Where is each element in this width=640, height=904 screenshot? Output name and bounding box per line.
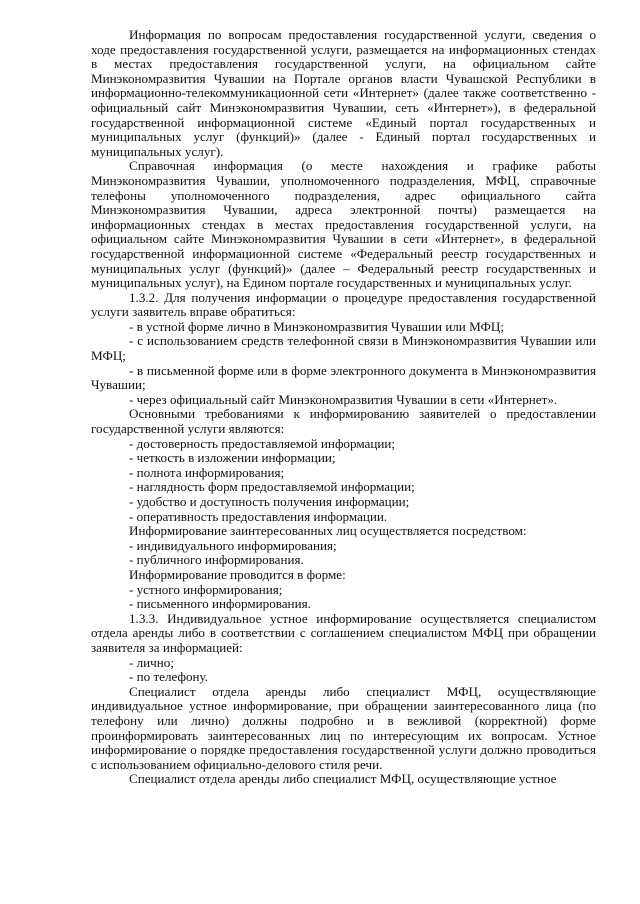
- list-item: - письменного информирования.: [129, 596, 311, 612]
- list-item: - в устной форме лично в Минэкономразвития Чувашии или МФЦ;: [129, 318, 504, 334]
- paragraph-specialist-duties: Специалист отдела аренды либо специалист МФЦ, осуществляющие индивидуальное устное информирование, при обращении заинтересованного лица (по телефону или лично) должны подробно и в вежливой (корректной) форме проинформировать заинтересованных лиц по интересующим их вопросам. Устное информирование о порядке предоставления государственной услуги должно проводиться с использованием официально-делового стиля речи.: [91, 683, 596, 772]
- list-item: - четкость в изложении информации;: [129, 450, 336, 466]
- paragraph-info-placement: Информация по вопросам предоставления государственной услуги, сведения о ходе предоставления государственной услуги, размещается на информационных стендах в местах предоставления государственной услуги, на официальном сайте Минэкономразвития Чувашии на Портале органов власти Чувашской Республики в информационно-телекоммуникационной сети «Интернет» (далее также соответственно - официальный сайт Минэкономразвития Чувашии, сеть «Интернет»), в федеральной государственной информационной системе «Единый портал государственных и муниципальных услуг (функций)» (далее - Единый портал государственных и муниципальных услуг).: [91, 27, 596, 159]
- list-item: - через официальный сайт Минэкономразвития Чувашии в сети «Интернет».: [129, 391, 558, 407]
- list-item: - индивидуального информирования;: [129, 537, 337, 553]
- document-page: [91, 28, 596, 787]
- list-item: - наглядность форм предоставляемой информации;: [129, 479, 415, 495]
- paragraph-requirements: Основными требованиями к информированию заявителей о предоставлении государственной услуги являются:: [91, 406, 596, 437]
- paragraph-specialist-continued: Специалист отдела аренды либо специалист МФЦ, осуществляющие устное: [129, 771, 557, 787]
- paragraph-reference-info: Справочная информация (о месте нахождения и графике работы Минэкономразвития Чувашии, уполномоченного подразделения, МФЦ, справочные телефоны уполномоченного подразделения, адрес официального сайта Минэкономразвития Чувашии, адреса электронной почты) размещается на информационных стендах в местах предоставления государственной услуги, на официальном сайте Минэкономразвития Чувашии в сети «Интернет», в федеральной государственной информационной системе «Федеральный реестр государственных и муниципальных услуг (функций)» (далее – Федеральный реестр государственных и муниципальных услуг), на Едином портале государственных и муниципальных услуг.: [91, 158, 596, 291]
- list-item: - в письменной форме или в форме электронного документа в Минэкономразвития Чувашии;: [91, 362, 596, 393]
- list-item: - устного информирования;: [129, 581, 283, 597]
- list-item: - оперативность предоставления информации.: [129, 508, 388, 524]
- paragraph-1-3-2: 1.3.2. Для получения информации о процедуре предоставления государственной услуги заявитель вправе обратиться:: [91, 289, 596, 320]
- list-item: - лично;: [129, 654, 174, 670]
- paragraph-informing-means: Информирование заинтересованных лиц осуществляется посредством:: [129, 523, 527, 539]
- list-item: - публичного информирования.: [129, 552, 304, 568]
- paragraph-informing-forms: Информирование проводится в форме:: [129, 566, 346, 582]
- list-item: - с использованием средств телефонной связи в Минэкономразвития Чувашии или МФЦ;: [91, 333, 596, 364]
- list-item: - удобство и доступность получения информации;: [129, 494, 410, 509]
- list-item: - по телефону.: [129, 669, 209, 685]
- list-item: - достоверность предоставляемой информации;: [129, 435, 395, 451]
- paragraph-1-3-3: 1.3.3. Индивидуальное устное информирование осуществляется специалистом отдела аренды либо в соответствии с соглашением специалистом МФЦ при обращении заявителя за информацией:: [91, 610, 596, 655]
- list-item: - полнота информирования;: [129, 464, 285, 480]
